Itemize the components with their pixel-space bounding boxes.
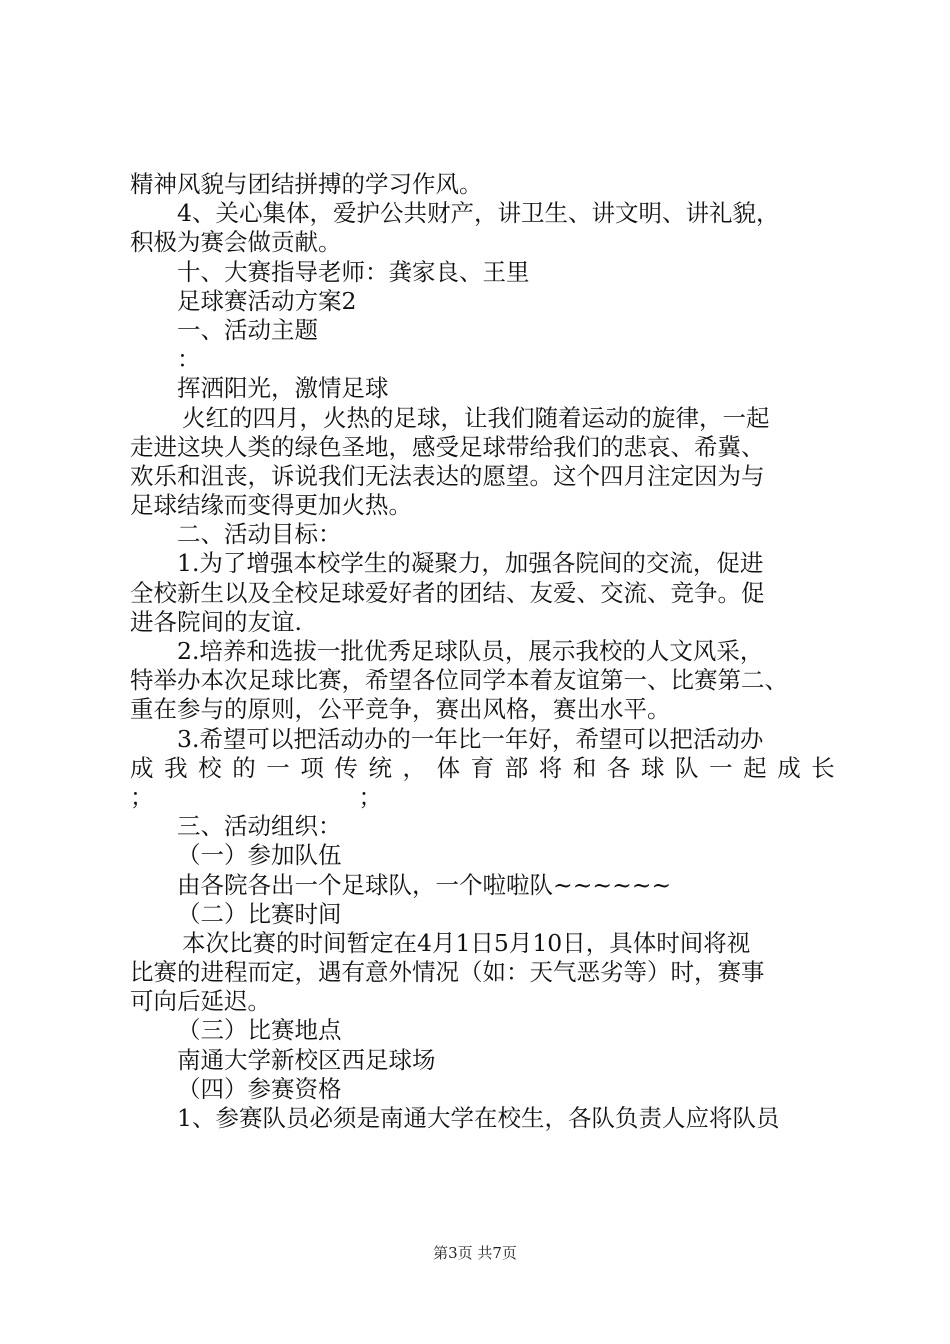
text-line: 4、关心集体，爱护公共财产，讲卫生、讲文明、讲礼貌， xyxy=(177,199,780,228)
theme-text: 挥洒阳光，激情足球 xyxy=(177,374,389,403)
section-heading: 三、活动组织： xyxy=(177,812,342,841)
text-char: 传 xyxy=(334,753,358,782)
text-line: 重在参与的原则，公平竞争，赛出风格，赛出水平。 xyxy=(130,695,671,724)
text-char: 的 xyxy=(232,753,256,782)
text-line: 南通大学新校区西足球场 xyxy=(177,1045,436,1074)
plan-title: 足球赛活动方案2 xyxy=(177,286,357,315)
justified-line xyxy=(130,754,835,783)
text-char: 项 xyxy=(300,753,324,782)
text-line: 特举办本次足球比赛，希望各位同学本着友谊第一、比赛第二、 xyxy=(130,666,788,695)
text-line: 足球结缘而变得更加火热。 xyxy=(130,491,412,520)
text-char: 队 xyxy=(675,753,699,782)
section-heading: 一、活动主题 xyxy=(177,315,318,344)
text-line: ； xyxy=(358,782,382,811)
text-line: 精神风貌与团结拼搏的学习作风。 xyxy=(130,170,483,198)
text-line: 由各院各出一个足球队，一个啦啦队~~~~~~ xyxy=(177,870,672,899)
text-line: 全校新生以及全校足球爱好者的团结、友爱、交流、竞争。促 xyxy=(130,578,765,607)
text-char: 各 xyxy=(606,753,631,782)
text-line: 3.希望可以把活动办的一年比一年好，希望可以把活动办 xyxy=(177,724,764,753)
text-char: 校 xyxy=(198,753,222,782)
text-line: 1、参赛队员必须是南通大学在校生，各队负责人应将队员 xyxy=(177,1104,780,1132)
text-line: ： xyxy=(177,345,201,374)
text-line: 欢乐和沮丧，诉说我们无法表达的愿望。这个四月注定因为与 xyxy=(130,461,765,490)
section-heading: 二、活动目标： xyxy=(177,520,342,549)
subsection-heading: （二）比赛时间 xyxy=(177,899,342,928)
subsection-heading: （四）参赛资格 xyxy=(177,1074,342,1103)
text-line: 2.培养和选拔一批优秀足球队员，展示我校的人文风采， xyxy=(177,637,764,665)
text-char: 一 xyxy=(709,753,733,782)
text-char: 我 xyxy=(164,753,188,782)
subsection-heading: （三）比赛地点 xyxy=(177,1016,342,1045)
text-char: 成 xyxy=(777,753,801,782)
text-char: 球 xyxy=(640,753,665,782)
subsection-heading: （一）参加队伍 xyxy=(177,841,342,870)
section-heading: 十、大赛指导老师：龚家良、王里 xyxy=(177,257,530,286)
text-line: 1.为了增强本校学生的凝聚力，加强各院间的交流，促进 xyxy=(177,549,764,578)
text-char: 成 xyxy=(130,753,154,782)
text-line: 进各院间的友谊. xyxy=(130,607,302,636)
text-char: 体 xyxy=(436,753,461,782)
text-line: 本次比赛的时间暂定在4月1日5月10日，具体时间将视 xyxy=(182,928,751,957)
text-line: 火红的四月，火热的足球，让我们随着运动的旋律，一起 xyxy=(182,403,770,432)
document-body xyxy=(130,170,835,1133)
text-char: 将 xyxy=(538,753,563,782)
text-char: 起 xyxy=(743,753,767,782)
text-line: 可向后延迟。 xyxy=(130,987,271,1016)
text-line: 比赛的进程而定，遇有意外情况（如：天气恶劣等）时，赛事 xyxy=(130,958,765,987)
text-char: 育 xyxy=(470,753,495,782)
text-char: 和 xyxy=(572,753,597,782)
text-char: 统 xyxy=(368,753,392,782)
text-line: ； xyxy=(130,782,154,811)
text-line: 积极为赛会做贡献。 xyxy=(130,228,342,257)
semicolon-line xyxy=(130,783,835,812)
text-line: 走进这块人类的绿色圣地，感受足球带给我们的悲哀、希冀、 xyxy=(130,432,765,461)
text-char: 长 xyxy=(811,753,835,782)
text-char: 一 xyxy=(266,753,290,782)
page-footer: 第3页 共7页 xyxy=(433,1244,517,1262)
text-char: ， xyxy=(402,753,426,782)
text-char: 部 xyxy=(504,753,529,782)
